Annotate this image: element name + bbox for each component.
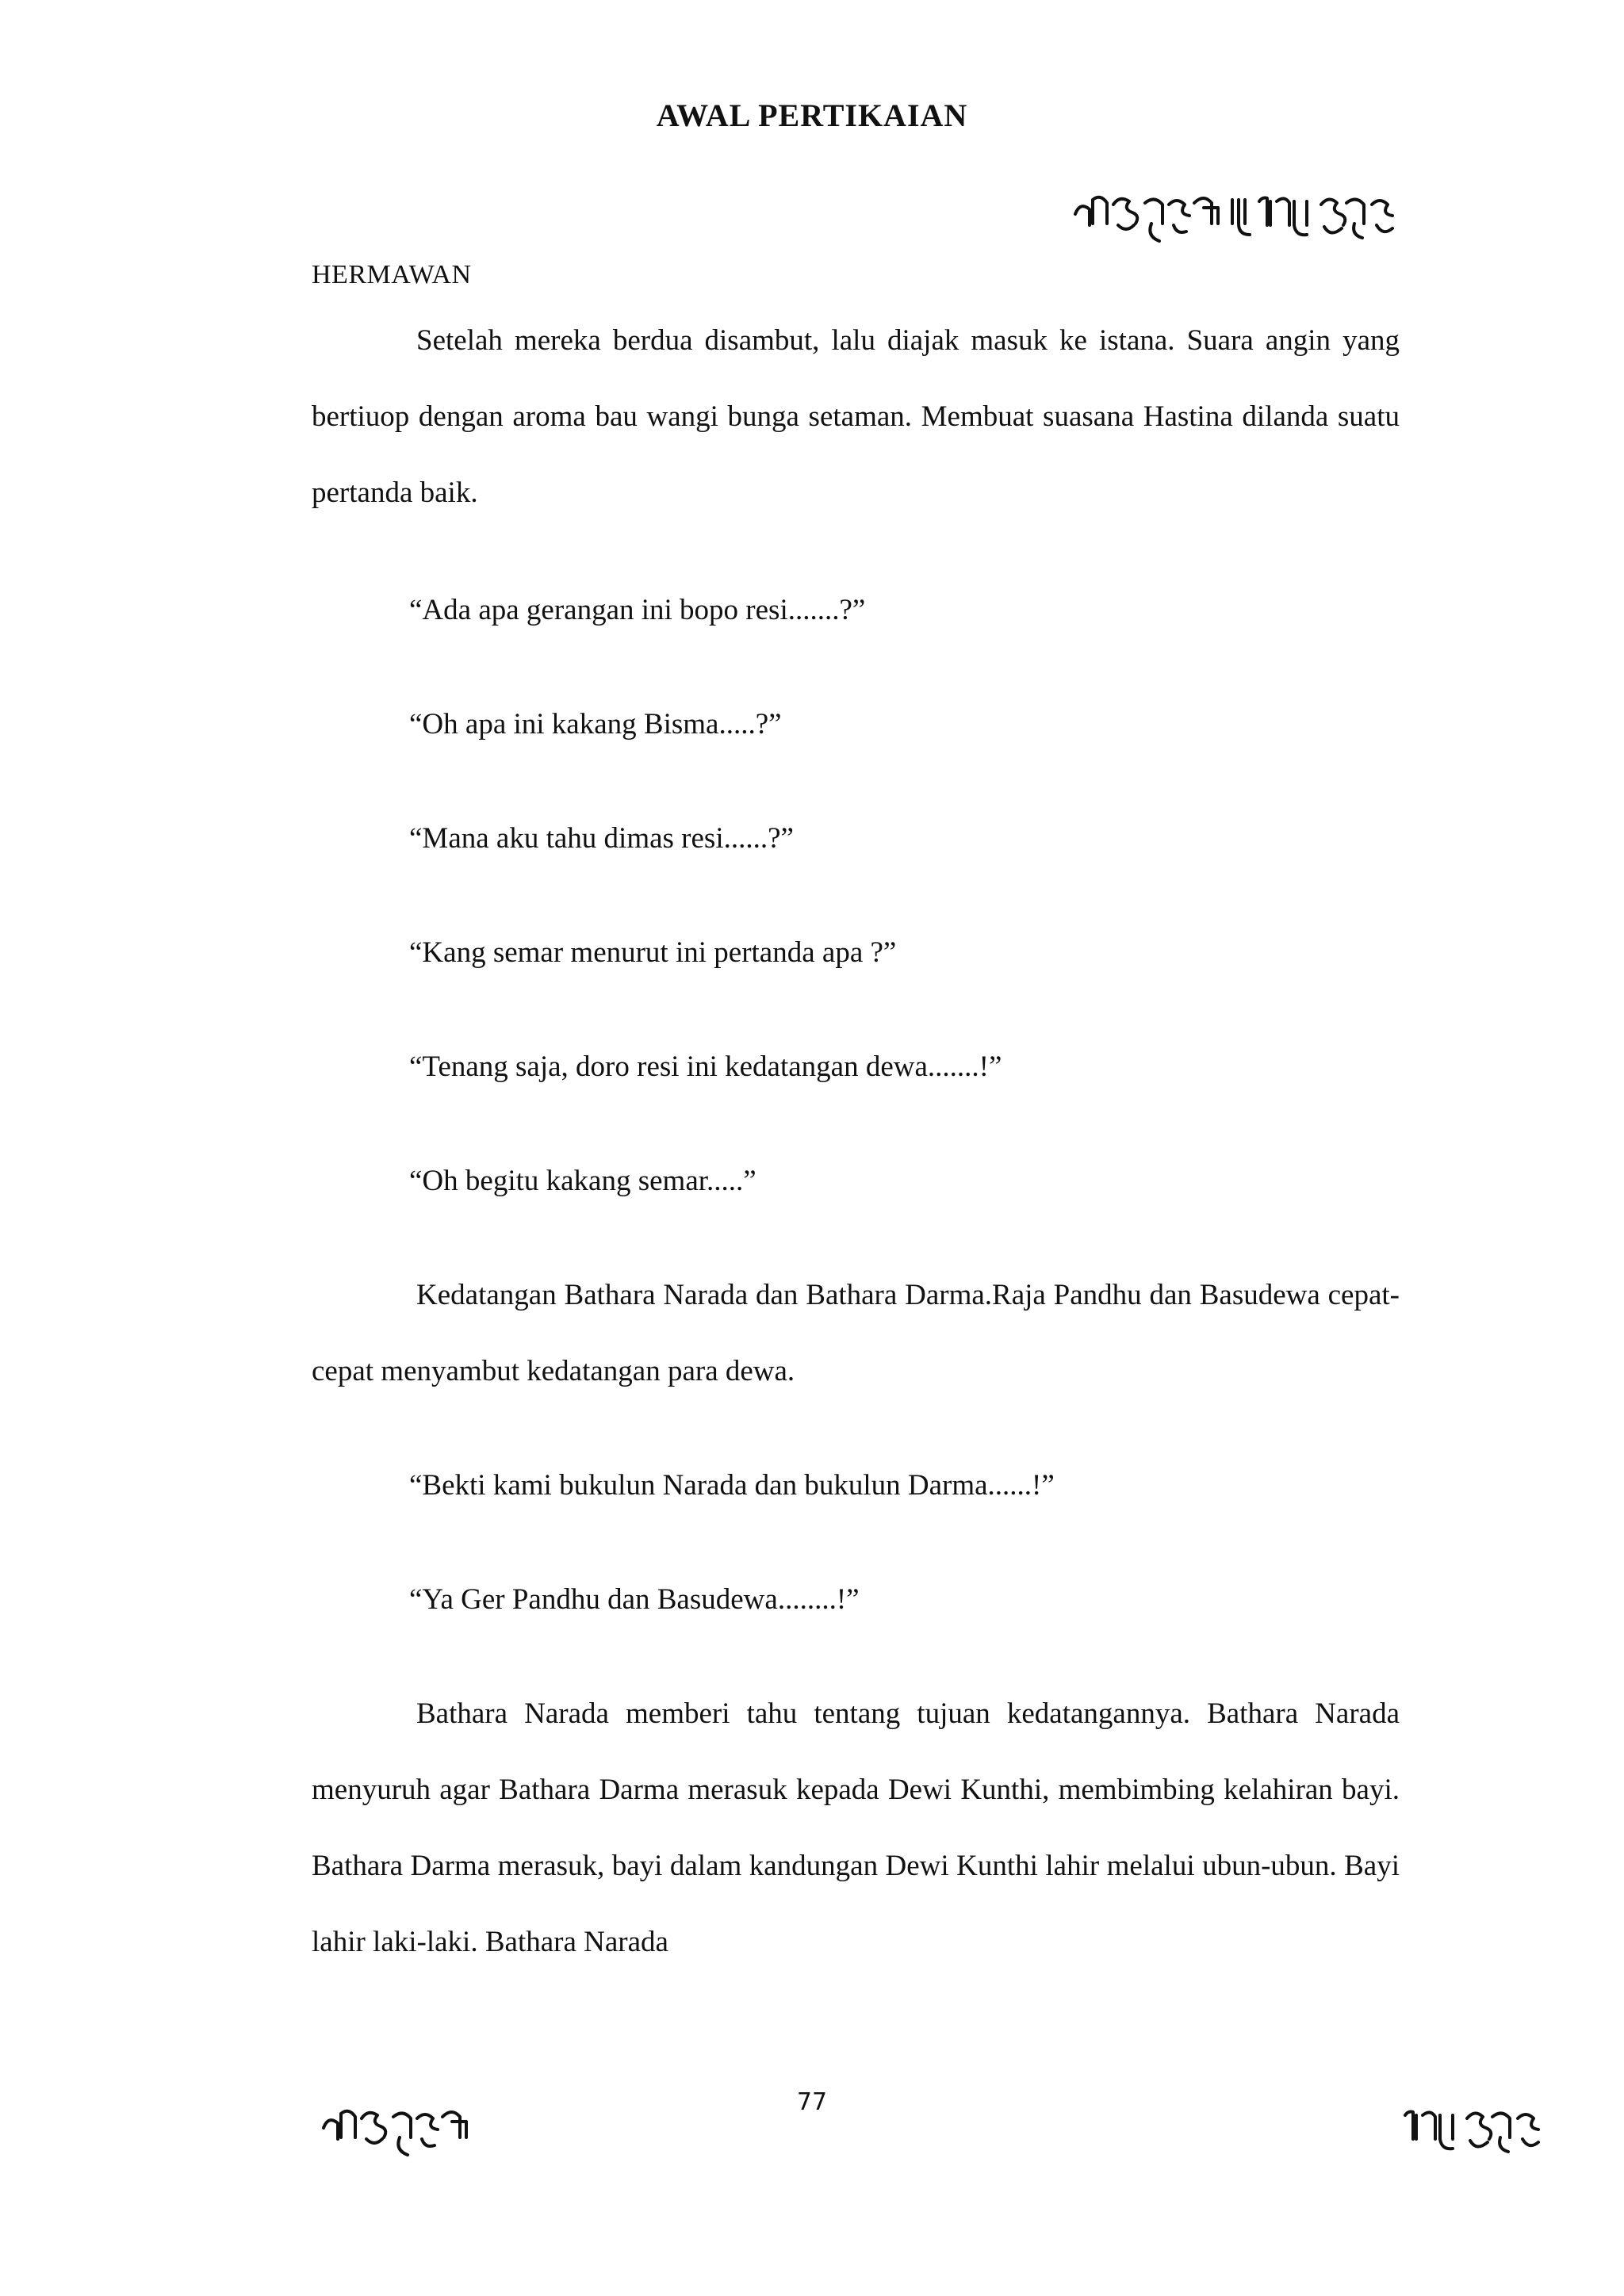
page-title: AWAL PERTIKAIAN: [656, 98, 968, 133]
dialog-line-7: “Bekti kami bukulun Narada dan bukulun Darma......!”: [409, 1469, 1055, 1502]
author-name: HERMAWAN: [312, 260, 472, 289]
paragraph-3: Bathara Narada memberi tahu tentang tujuan kedatangannya. Bathara Narada menyuruh agar Bathara Darma merasuk kepada Dewi Kunthi, membimbing kelahiran bayi. Bathara Darma merasuk, bayi dalam kandungan Dewi Kunthi lahir melalui ubun-ubun. Bayi lahir laki-laki. Bathara Narada: [312, 1697, 1400, 1958]
javanese-script-footer-left-icon: [317, 2098, 500, 2161]
javanese-script-header-icon: [1069, 184, 1410, 247]
page-number: 77: [796, 2088, 828, 2116]
dialog-line-4: “Kang semar menurut ini pertanda apa ?”: [409, 936, 897, 969]
dialog-line-3: “Mana aku tahu dimas resi......?”: [409, 822, 794, 855]
body-text: [312, 303, 1400, 1980]
dialog-line-2: “Oh apa ini kakang Bisma.....?”: [409, 708, 782, 740]
paragraph-2: Kedatangan Bathara Narada dan Bathara Darma.Raja Pandhu dan Basudewa cepat-cepat menyambut kedatangan para dewa.: [312, 1279, 1400, 1387]
paragraph-1: Setelah mereka berdua disambut, lalu diajak masuk ke istana. Suara angin yang bertiuop dengan aroma bau wangi bunga setaman. Membuat suasana Hastina dilanda suatu pertanda baik.: [312, 324, 1400, 509]
javanese-script-footer-right-icon: [1397, 2098, 1564, 2161]
dialog-line-5: “Tenang saja, doro resi ini kedatangan dewa.......!”: [409, 1050, 1002, 1083]
dialog-line-6: “Oh begitu kakang semar.....”: [409, 1165, 756, 1197]
dialog-line-1: “Ada apa gerangan ini bopo resi.......?”: [409, 594, 866, 626]
dialog-line-8: “Ya Ger Pandhu dan Basudewa........!”: [409, 1583, 860, 1616]
